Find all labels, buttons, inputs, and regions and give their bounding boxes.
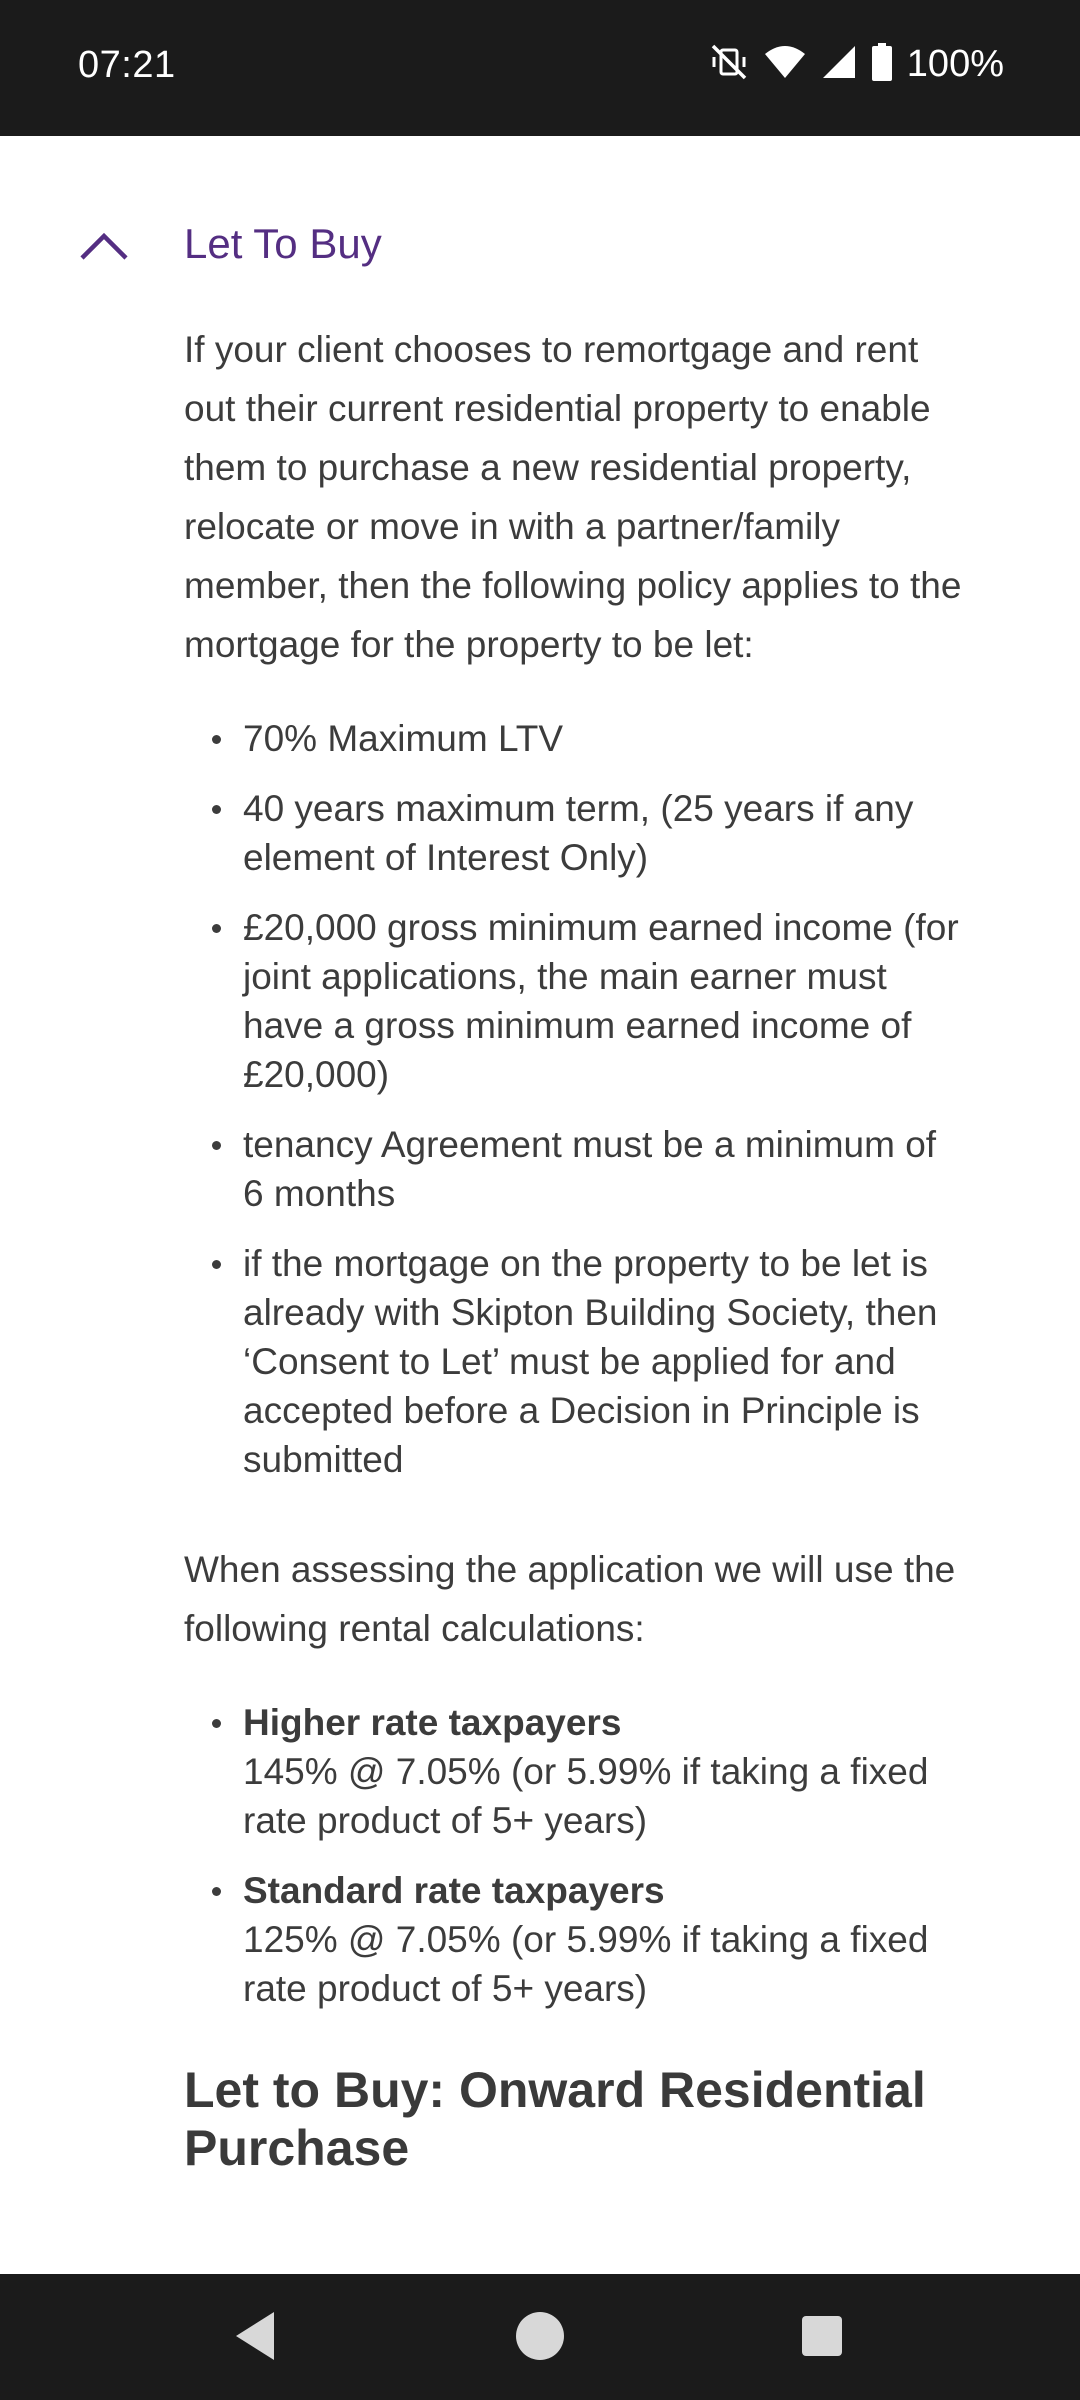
wifi-icon <box>763 44 807 85</box>
back-icon[interactable] <box>230 2308 280 2364</box>
calc-detail: 125% @ 7.05% (or 5.99% if taking a fixed rate product of 5+ years) <box>243 1919 929 2009</box>
battery-icon <box>871 43 893 86</box>
list-item: tenancy Agreement must be a minimum of 6 months <box>184 1120 964 1218</box>
policy-list <box>184 714 964 1484</box>
section-heading-onward-purchase: Let to Buy: Onward Residential Purchase <box>184 2062 926 2176</box>
status-time: 07:21 <box>78 44 176 86</box>
calc-detail: 145% @ 7.05% (or 5.99% if taking a fixed rate product of 5+ years) <box>243 1751 929 1841</box>
accordion-title[interactable]: Let To Buy <box>184 220 382 267</box>
list-item <box>184 1698 964 1845</box>
status-icons <box>709 40 1004 88</box>
signal-icon <box>821 44 857 85</box>
recents-icon[interactable] <box>802 2316 842 2356</box>
home-icon[interactable] <box>516 2312 564 2360</box>
calc-heading: Higher rate taxpayers <box>243 1702 622 1743</box>
calculations-list <box>184 1698 964 2013</box>
chevron-up-icon[interactable] <box>78 226 130 266</box>
calculations-intro: When assessing the application we will use the following rental calculations: <box>184 1549 956 1649</box>
list-item <box>184 1866 964 2013</box>
intro-paragraph: If your client chooses to remortgage and rent out their current residential property to enable them to purchase a new residential property, relocate or move in with a partner/family member, then the following policy applies to the mortgage for the property to be let: <box>184 329 962 665</box>
page-content <box>0 136 1080 2274</box>
list-item: 70% Maximum LTV <box>184 714 964 763</box>
accordion-body <box>184 320 964 2177</box>
battery-percentage: 100% <box>906 42 1004 85</box>
vibrate-off-icon <box>709 42 749 87</box>
navigation-bar <box>0 2274 1080 2400</box>
calc-heading: Standard rate taxpayers <box>243 1870 665 1911</box>
list-item: £20,000 gross minimum earned income (for joint applications, the main earner must have a gross minimum earned income of £20,000) <box>184 903 964 1099</box>
list-item: if the mortgage on the property to be let is already with Skipton Building Society, then ‘Consent to Let’ must be applied for and accepted before a Decision in Principle is submitted <box>184 1239 964 1484</box>
status-bar <box>0 0 1080 136</box>
accordion-header-let-to-buy[interactable] <box>0 206 1080 296</box>
list-item: 40 years maximum term, (25 years if any element of Interest Only) <box>184 784 964 882</box>
